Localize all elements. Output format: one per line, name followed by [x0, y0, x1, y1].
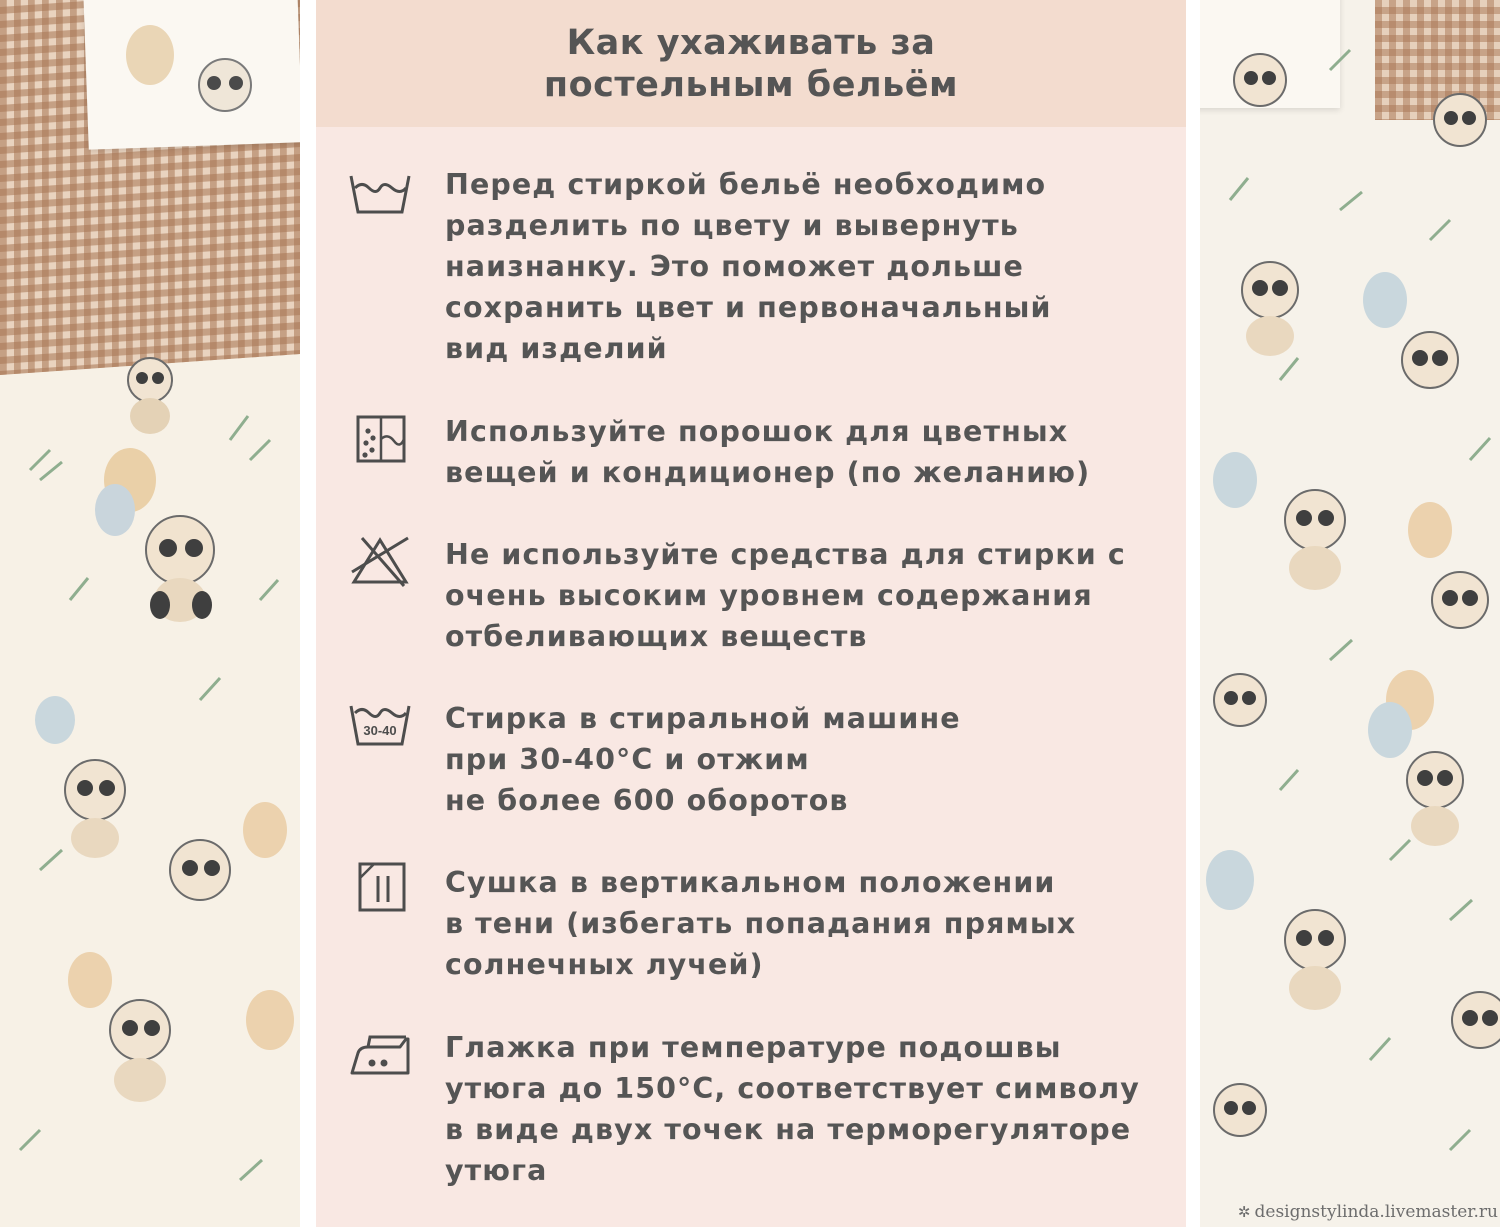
- text-line: разделить по цвету и вывернуть: [445, 209, 1019, 242]
- care-text: [445, 862, 1180, 985]
- left-fabric-photo: [0, 0, 300, 1227]
- care-text: [445, 698, 1180, 821]
- text-line: отбеливающих веществ: [445, 620, 868, 653]
- wash-temperature-label: 30-40: [363, 723, 397, 738]
- text-line: не более 600 оборотов: [445, 784, 849, 817]
- iron-two-dots-icon: [348, 1029, 412, 1085]
- text-line: при 30-40°С и отжим: [445, 743, 810, 776]
- watermark: [1198, 1200, 1498, 1224]
- text-line: в виде двух точек на терморегуляторе: [445, 1113, 1132, 1146]
- watermark-text: designstylinda.livemaster.ru: [1254, 1202, 1498, 1222]
- text-line: вид изделий: [445, 332, 668, 365]
- care-text: [445, 1027, 1180, 1191]
- text-line: Стирка в стиральной машине: [445, 702, 961, 735]
- care-text: [445, 164, 1180, 369]
- text-line: Перед стиркой бельё необходимо: [445, 168, 1047, 201]
- text-line: Сушка в вертикальном положении: [445, 866, 1056, 899]
- title-line: Как ухаживать за: [566, 22, 936, 63]
- text-line: очень высоким уровнем содержания: [445, 579, 1093, 612]
- care-text: [445, 534, 1180, 657]
- text-line: Глажка при температуре подошвы: [445, 1031, 1062, 1064]
- text-line: утюга до 150°С, соответствует символу: [445, 1072, 1140, 1105]
- drip-dry-shade-icon: [348, 860, 412, 916]
- text-line: утюга: [445, 1154, 548, 1187]
- right-fabric-photo: [1200, 0, 1500, 1227]
- panda-print-pattern: [1200, 0, 1500, 1227]
- no-bleach-icon: [348, 534, 412, 590]
- care-instructions-card: [316, 0, 1186, 1227]
- text-line: солнечных лучей): [445, 948, 764, 981]
- gear-icon: ✲: [1237, 1203, 1251, 1221]
- page-title: [544, 22, 958, 106]
- left-border: [300, 0, 316, 1227]
- washing-tub-icon: [348, 168, 412, 224]
- right-border: [1186, 0, 1200, 1227]
- text-line: вещей и кондиционер (по желанию): [445, 456, 1091, 489]
- wash-30-40-icon: [348, 700, 412, 756]
- text-line: Используйте порошок для цветных: [445, 415, 1069, 448]
- detergent-icon: [348, 413, 412, 469]
- text-line: в тени (избегать попадания прямых: [445, 907, 1077, 940]
- care-text: [445, 411, 1180, 493]
- panda-print-pattern: [0, 0, 300, 1227]
- text-line: наизнанку. Это поможет дольше: [445, 250, 1024, 283]
- title-line: постельным бельём: [543, 64, 959, 105]
- card-header: [316, 0, 1186, 127]
- text-line: Не используйте средства для стирки с: [445, 538, 1126, 571]
- text-line: сохранить цвет и первоначальный: [445, 291, 1052, 324]
